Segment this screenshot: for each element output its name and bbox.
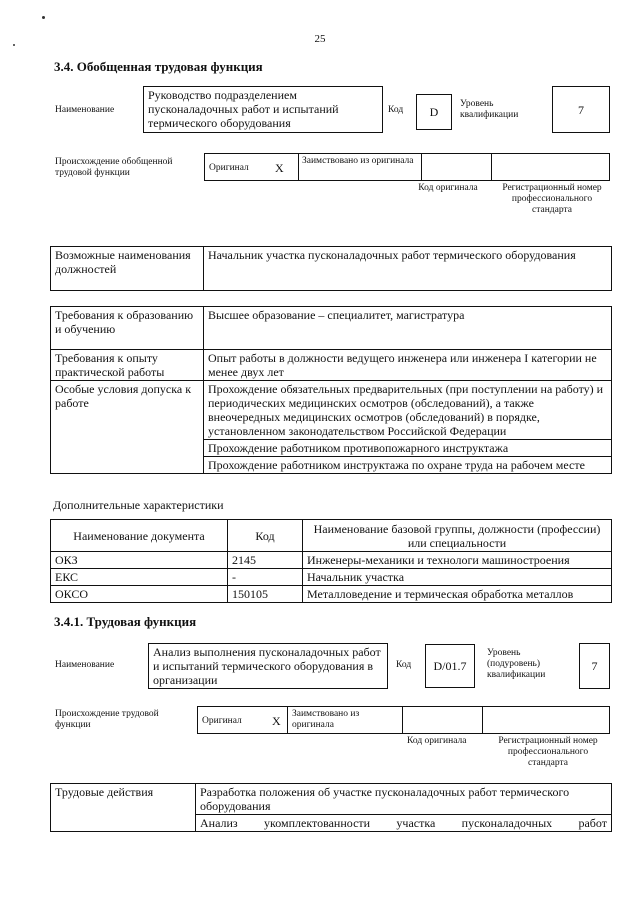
level-label: Уровень квалификации	[460, 99, 519, 120]
req-value: Прохождение работником инструктажа по охране труда на рабочем месте	[204, 457, 612, 474]
table-cell: ОКСО	[51, 586, 228, 603]
table-cell: ЕКС	[51, 569, 228, 586]
function-code-value: D/01.7	[425, 644, 475, 688]
additional-title: Дополнительные характеристики	[53, 498, 224, 512]
divider	[402, 707, 403, 733]
original-mark: X	[272, 714, 281, 728]
req-value: Прохождение работником противопожарного инструктажа	[204, 440, 612, 457]
actions-label: Трудовые действия	[51, 784, 196, 832]
original-label: Оригинал	[202, 716, 242, 726]
positions-table	[50, 246, 612, 291]
table-cell: Начальник участка	[303, 569, 612, 586]
function-level-value: 7	[579, 643, 610, 689]
divider	[287, 707, 288, 733]
req-value: Опыт работы в должности ведущего инженера или инженера I категории не менее двух лет	[204, 350, 612, 381]
col-header: Код	[228, 520, 303, 552]
req-label: Требования к образованию и обучению	[51, 307, 204, 350]
table-cell: Металловедение и термическая обработка металлов	[303, 586, 612, 603]
col-header: Наименование базовой группы, должности (профессии) или специальности	[303, 520, 612, 552]
divider	[421, 154, 422, 180]
function-origin-table	[197, 706, 610, 734]
origin-table	[204, 153, 610, 181]
table-cell: -	[228, 569, 303, 586]
divider	[482, 707, 483, 733]
req-value: Прохождение обязательных предварительных (при поступлении на работу) и периодических медицинских осмотров (обследований), а также внеочередных медицинских осмотров (обследований) в порядке, установленном законодательством Российской Федерации	[204, 381, 612, 440]
function-code-label: Код	[396, 660, 412, 670]
col-header: Наименование документа	[51, 520, 228, 552]
function-origin-label: Происхождение трудовой функции	[55, 709, 159, 730]
origin-label: Происхождение обобщенной трудовой функции	[55, 157, 173, 178]
requirements-table	[50, 306, 612, 474]
name-label: Наименование	[55, 105, 115, 115]
positions-label: Возможные наименования должностей	[51, 247, 204, 291]
scan-speck	[42, 16, 45, 19]
reg-number-caption: Регистрационный номер профессионального стандарта	[502, 183, 602, 215]
divider	[298, 154, 299, 180]
original-mark: X	[275, 161, 284, 175]
code-original-caption: Код оригинала	[407, 736, 467, 746]
name-value: Руководство подразделением пусконаладочных работ и испытаний термического оборудования	[143, 86, 383, 133]
code-value: D	[416, 94, 452, 130]
borrowed-label: Заимствовано из оригинала	[292, 709, 360, 730]
actions-table	[50, 783, 612, 832]
function-title: 3.4.1. Трудовая функция	[54, 614, 197, 629]
req-label: Особые условия допуска к работе	[51, 381, 204, 474]
req-label: Требования к опыту практической работы	[51, 350, 204, 381]
code-original-caption: Код оригинала	[418, 183, 478, 193]
reg-number-caption: Регистрационный номер профессионального стандарта	[498, 736, 598, 768]
borrowed-label: Заимствовано из оригинала	[302, 156, 414, 166]
table-cell: 150105	[228, 586, 303, 603]
table-cell: ОКЗ	[51, 552, 228, 569]
function-name-label: Наименование	[55, 660, 115, 670]
divider	[491, 154, 492, 180]
table-cell: Инженеры-механики и технологи машиностроения	[303, 552, 612, 569]
function-level-label: Уровень (подуровень) квалификации	[487, 648, 546, 680]
level-value: 7	[552, 86, 610, 133]
code-label: Код	[388, 105, 404, 115]
additional-table	[50, 519, 612, 603]
action-item: Анализ укомплектованности участка пусконаладочных работ	[196, 815, 612, 832]
original-label: Оригинал	[209, 163, 249, 173]
function-name-value: Анализ выполнения пусконаладочных работ и испытаний термического оборудования в организации	[148, 643, 388, 689]
positions-value: Начальник участка пусконаладочных работ термического оборудования	[204, 247, 612, 291]
req-value: Высшее образование – специалитет, магистратура	[204, 307, 612, 350]
page-number: 25	[314, 33, 326, 45]
action-item: Разработка положения об участке пусконаладочных работ термического оборудования	[196, 784, 612, 815]
section-title: 3.4. Обобщенная трудовая функция	[54, 59, 263, 74]
table-cell: 2145	[228, 552, 303, 569]
